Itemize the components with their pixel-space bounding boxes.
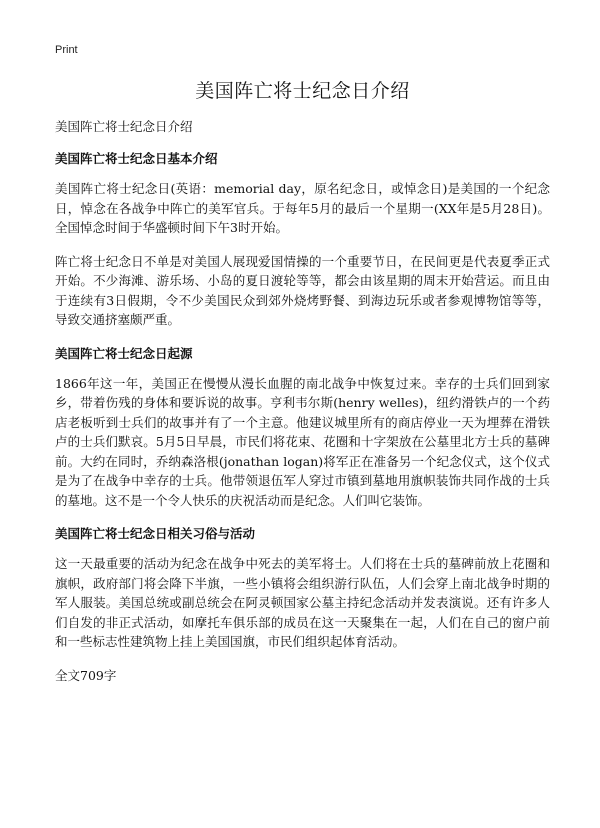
- document-subtitle: 美国阵亡将士纪念日介绍: [55, 119, 193, 134]
- section-heading: 美国阵亡将士纪念日起源: [55, 345, 193, 361]
- word-count: 全文709字: [55, 667, 117, 683]
- document-title: 美国阵亡将士纪念日介绍: [195, 80, 410, 102]
- section-origin: [55, 344, 550, 511]
- section-customs: [55, 524, 550, 652]
- paragraph: 阵亡将士纪念日不单是对美国人展现爱国情操的一个重要节日，在民间更是代表夏季正式开始。不少海滩、游乐场、小岛的夏日渡轮等等，都会由该星期的周末开始营运。而且由于连续有3日假期，令不少美国民众到郊外烧烤野餐、到海边玩乐或者参观博物馆等等，导致交通挤塞颇严重。: [55, 253, 550, 327]
- section-basic-intro: [55, 149, 550, 330]
- print-link[interactable]: Print: [55, 44, 78, 56]
- document-page: [55, 44, 550, 684]
- paragraph: 这一天最重要的活动为纪念在战争中死去的美军将士。人们将在士兵的墓碑前放上花圈和旗帜，政府部门将会降下半旗，一些小镇将会组织游行队伍，人们会穿上南北战争时期的军人服装。美国总统或副总统会在阿灵顿国家公墓主持纪念活动并发表演说。还有许多人们自发的非正式活动，如摩托车俱乐部的成员在这一天聚集在一起，人们在自己的窗户前和一些标志性建筑物上挂上美国国旗，市民们组织起体育活动。: [55, 556, 550, 649]
- section-heading: 美国阵亡将士纪念日相关习俗与活动: [55, 526, 256, 541]
- paragraph: 美国阵亡将士纪念日(英语：memorial day，原名纪念日，或悼念日)是美国的一个纪念日，悼念在各战争中阵亡的美军官兵。于每年5月的最后一个星期一(XX年是5月28日)。全国悼念时间于华盛顿时间下午3时开始。: [55, 181, 550, 235]
- section-heading: 美国阵亡将士纪念日基本介绍: [55, 151, 218, 166]
- paragraph: 1866年这一年，美国正在慢慢从漫长血腥的南北战争中恢复过来。幸存的士兵们回到家乡，带着伤残的身体和要诉说的故事。亨利韦尔斯(henry welles)，纽约滑铁卢的一个药店老板听到士兵们的故事并有了一个主意。他建议城里所有的商店停业一天为埋葬在滑铁卢的士兵们默哀。5月5日早晨，市民们将花束、花圈和十字架放在公墓里北方士兵的墓碑前。大约在同时，乔纳森洛根(jonathan logan)将军正在准备另一个纪念仪式，这个仪式是为了在战争中幸存的士兵。他带领退伍军人穿过市镇到墓地用旗帜装饰共同作战的士兵的墓地。这不是一个令人快乐的庆祝活动而是纪念。人们叫它装饰。: [55, 375, 550, 508]
